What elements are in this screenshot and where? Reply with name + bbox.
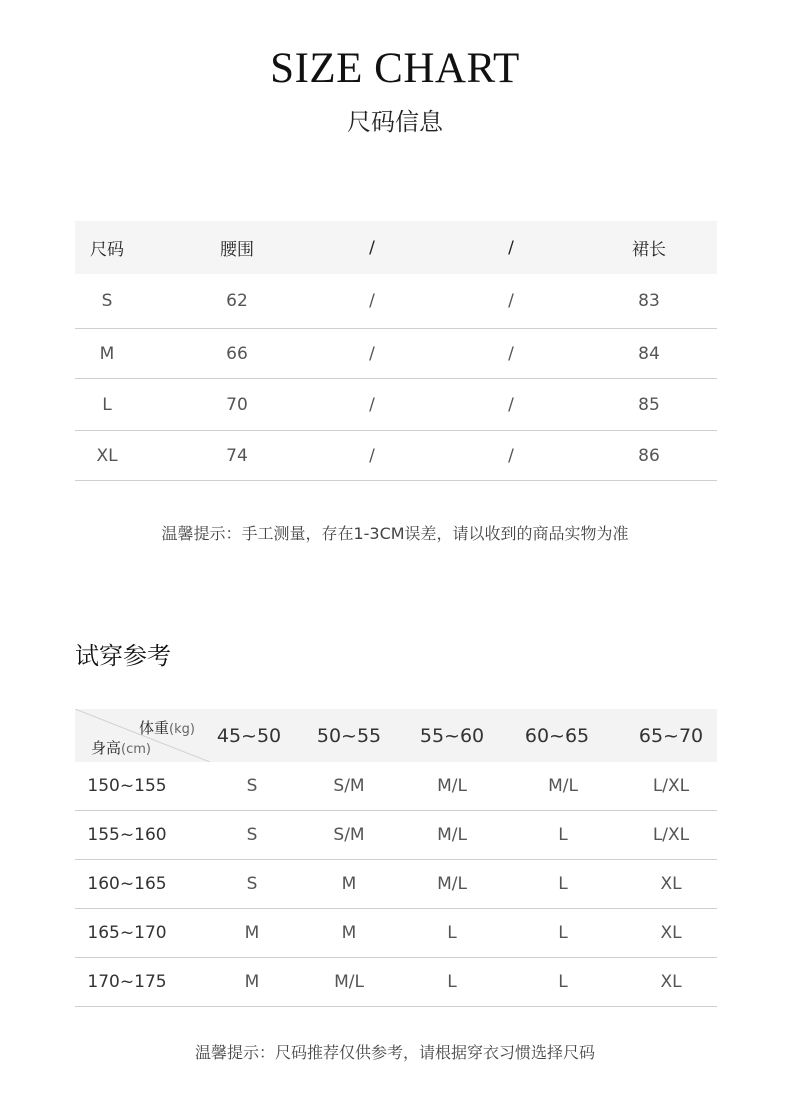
size-cell: /: [369, 343, 375, 364]
fit-cell: XL: [660, 874, 682, 894]
weight-header-cell: 65~70: [638, 724, 704, 747]
fit-cell: M: [341, 874, 357, 894]
table-row: [75, 811, 717, 860]
size-cell: /: [369, 394, 375, 415]
size-cell: /: [508, 291, 514, 311]
fit-cell: M: [244, 972, 260, 992]
size-cell: 84: [638, 343, 660, 364]
fit-cell: M/L: [548, 776, 578, 796]
size-cell: 83: [638, 291, 660, 311]
fit-cell: S: [246, 825, 258, 845]
fit-section-title: 试穿参考: [75, 642, 171, 670]
size-cell: /: [369, 291, 375, 311]
table-row: [75, 431, 717, 481]
size-header-cell: 尺码: [90, 240, 124, 260]
fit-cell: L: [558, 923, 568, 943]
fit-cell: L: [447, 972, 457, 992]
weight-header-cell: 55~60: [419, 724, 485, 747]
fit-table: [75, 709, 717, 1007]
height-range-cell: 170~175: [87, 972, 167, 992]
fit-cell: M/L: [437, 825, 467, 845]
size-cell: 70: [226, 394, 248, 415]
size-cell: /: [369, 445, 375, 466]
fit-cell: XL: [660, 923, 682, 943]
table-row: [75, 909, 717, 958]
size-cell: S: [101, 291, 113, 311]
page-subtitle: 尺码信息: [347, 108, 443, 136]
size-table-header: [75, 221, 717, 274]
size-cell: 62: [226, 291, 248, 311]
size-cell: /: [508, 445, 514, 466]
size-table: [75, 221, 717, 481]
size-cell: /: [508, 343, 514, 364]
fit-cell: M: [244, 923, 260, 943]
fit-cell: S/M: [333, 825, 365, 845]
fit-cell: L: [558, 825, 568, 845]
table-row: [75, 379, 717, 431]
size-header-cell: 腰围: [220, 240, 254, 260]
size-cell: L: [102, 394, 112, 415]
table-row: [75, 958, 717, 1007]
height-range-cell: 155~160: [87, 825, 167, 845]
fit-table-header: [75, 709, 717, 762]
size-header-cell: /: [508, 237, 514, 258]
weight-header-cell: 45~50: [216, 724, 282, 747]
fit-cell: L: [447, 923, 457, 943]
fit-cell: L: [558, 972, 568, 992]
size-cell: /: [508, 394, 514, 415]
height-range-cell: 165~170: [87, 923, 167, 943]
size-header-cell: /: [369, 237, 375, 258]
size-header-cell: 裙长: [632, 240, 666, 260]
size-cell: 74: [226, 445, 248, 466]
fit-cell: M/L: [334, 972, 364, 992]
fit-cell: M: [341, 923, 357, 943]
fit-note: 温馨提示：尺码推荐仅供参考，请根据穿衣习惯选择尺码: [194, 1043, 595, 1062]
size-cell: 86: [638, 445, 660, 466]
table-row: [75, 274, 717, 329]
page-title: SIZE CHART: [270, 45, 520, 92]
fit-cell: M/L: [437, 874, 467, 894]
fit-cell: S/M: [333, 776, 365, 796]
weight-label: 体重(kg): [139, 719, 195, 737]
fit-cell: L: [558, 874, 568, 894]
fit-cell: L/XL: [652, 825, 690, 845]
table-row: [75, 860, 717, 909]
height-range-cell: 150~155: [87, 776, 167, 796]
size-note: 温馨提示：手工测量，存在1-3CM误差，请以收到的商品实物为准: [161, 524, 629, 543]
fit-cell: XL: [660, 972, 682, 992]
weight-header-cell: 50~55: [316, 724, 382, 747]
size-cell: M: [99, 343, 115, 364]
weight-header-cell: 60~65: [524, 724, 590, 747]
fit-cell: S: [246, 874, 258, 894]
size-cell: 85: [638, 394, 660, 415]
fit-cell: S: [246, 776, 258, 796]
corner-header: [75, 709, 210, 762]
fit-cell: L/XL: [652, 776, 690, 796]
fit-cell: M/L: [437, 776, 467, 796]
table-row: [75, 762, 717, 811]
size-cell: XL: [96, 445, 118, 466]
table-row: [75, 329, 717, 379]
height-range-cell: 160~165: [87, 874, 167, 894]
height-label: 身高(cm): [91, 739, 151, 757]
size-cell: 66: [226, 343, 248, 364]
